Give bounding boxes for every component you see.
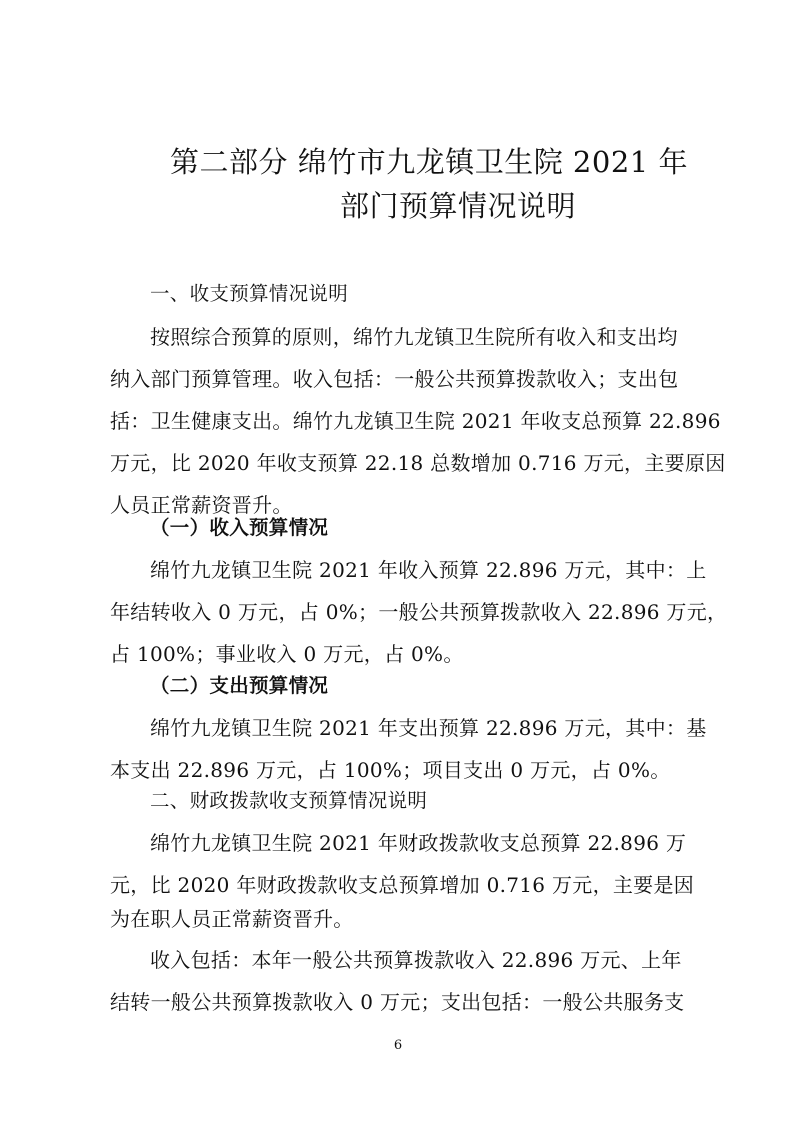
section-1a-heading: （一）收入预算情况 — [150, 516, 329, 539]
paragraph-line: 绵竹九龙镇卫生院 2021 年支出预算 22.896 万元，其中：基 — [150, 716, 707, 740]
paragraph-line: 结转一般公共预算拨款收入 0 万元；支出包括：一般公共服务支 — [110, 990, 685, 1014]
document-title-line-1: 第二部分 绵竹市九龙镇卫生院 2021 年 — [170, 145, 688, 179]
paragraph-line: 万元，比 2020 年收支预算 22.18 总数增加 0.716 万元，主要原因 — [110, 451, 726, 475]
paragraph-line: 纳入部门预算管理。收入包括：一般公共预算拨款收入；支出包 — [110, 367, 679, 391]
section-1-heading: 一、收支预算情况说明 — [150, 282, 349, 305]
paragraph-line: 绵竹九龙镇卫生院 2021 年收入预算 22.896 万元，其中：上 — [150, 558, 707, 582]
paragraph-line: 绵竹九龙镇卫生院 2021 年财政拨款收支总预算 22.896 万 — [150, 831, 687, 855]
paragraph-line: 为在职人员正常薪资晋升。 — [110, 907, 354, 931]
section-2-heading: 二、财政拨款收支预算情况说明 — [150, 789, 428, 812]
paragraph-line: 收入包括：本年一般公共预算拨款收入 22.896 万元、上年 — [150, 948, 682, 972]
paragraph-line: 按照综合预算的原则，绵竹九龙镇卫生院所有收入和支出均 — [150, 325, 678, 349]
paragraph-line: 占 100%；事业收入 0 万元，占 0%。 — [110, 642, 464, 666]
section-1b-heading: （二）支出预算情况 — [150, 674, 329, 697]
page-number: 6 — [393, 1038, 403, 1053]
paragraph-line: 本支出 22.896 万元，占 100%；项目支出 0 万元，占 0%。 — [110, 758, 671, 782]
paragraph-line: 括：卫生健康支出。绵竹九龙镇卫生院 2021 年收支总预算 22.896 — [110, 409, 721, 433]
paragraph-line: 元，比 2020 年财政拨款收支总预算增加 0.716 万元，主要是因 — [110, 873, 695, 897]
paragraph-line: 人员正常薪资晋升。 — [110, 493, 293, 517]
paragraph-line: 年结转收入 0 万元，占 0%；一般公共预算拨款收入 22.896 万元， — [110, 600, 728, 624]
document-title-line-2: 部门预算情况说明 — [340, 189, 577, 223]
